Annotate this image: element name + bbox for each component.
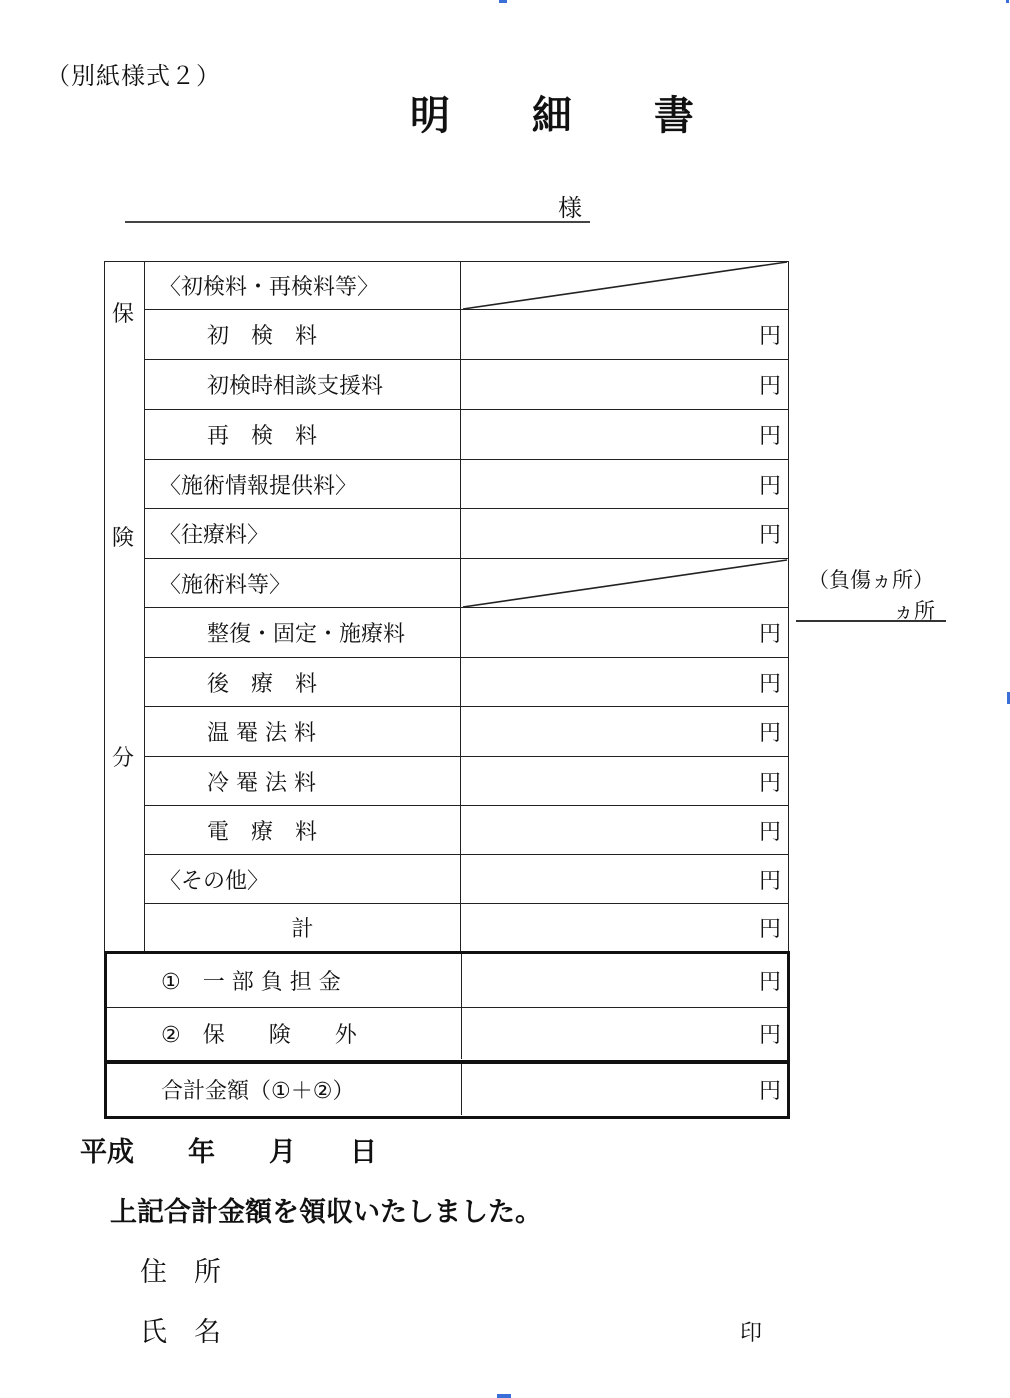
summary-amount-field[interactable] — [462, 954, 787, 1007]
address-label: 住 所 — [140, 1257, 221, 1288]
amount-field[interactable] — [461, 460, 789, 508]
selection-handle-top[interactable] — [499, 0, 507, 3]
side-label-bun: 分 — [112, 746, 135, 771]
summary-label: ② 保 険 外 — [107, 1008, 462, 1059]
seal-mark: 印 — [740, 1321, 763, 1346]
table-row — [145, 261, 789, 310]
table-row — [145, 559, 789, 608]
injury-count-suffix: ヵ所 — [893, 599, 935, 623]
yen-unit: 円 — [758, 970, 781, 995]
row-label: 初 検 料 — [145, 310, 461, 359]
row-label: 再 検 料 — [145, 410, 461, 459]
amount-field — [461, 261, 789, 309]
summary-row — [107, 954, 787, 1008]
row-label: 初検時相談支援料 — [145, 360, 461, 409]
yen-unit: 円 — [758, 374, 781, 399]
table-row — [145, 904, 789, 952]
row-label: 〈その他〉 — [145, 855, 461, 903]
table-row — [145, 509, 789, 559]
yen-unit: 円 — [758, 622, 781, 647]
summary-row — [107, 1064, 787, 1115]
table-row — [145, 757, 789, 806]
table-row — [145, 608, 789, 658]
amount-field[interactable] — [461, 608, 789, 657]
table-row — [145, 310, 789, 360]
side-label-ho: 保 — [112, 302, 135, 327]
amount-field[interactable] — [461, 310, 789, 359]
amount-field[interactable] — [461, 410, 789, 459]
yen-unit: 円 — [758, 868, 781, 894]
date-line[interactable]: 平成 年 月 日 — [80, 1137, 377, 1168]
addressee-name-field[interactable] — [125, 221, 590, 223]
insurance-category-column — [104, 261, 145, 951]
injury-location-label: （負傷ヵ所） — [808, 568, 934, 592]
row-label: 冷 罨 法 料 — [145, 757, 461, 805]
yen-unit: 円 — [758, 819, 781, 845]
yen-unit: 円 — [758, 523, 781, 548]
table-row — [145, 460, 789, 509]
diagonal-strike — [461, 559, 789, 608]
summary-amount-field[interactable] — [462, 1064, 787, 1115]
yen-unit: 円 — [758, 324, 781, 349]
row-label: 後 療 料 — [145, 658, 461, 706]
name-label: 氏 名 — [140, 1317, 221, 1348]
amount-field — [461, 559, 789, 607]
table-row — [145, 658, 789, 707]
amount-field[interactable] — [461, 806, 789, 854]
row-label: 計 — [145, 904, 461, 951]
yen-unit: 円 — [758, 424, 781, 449]
table-row — [145, 410, 789, 460]
receipt-statement: 上記合計金額を領収いたしました。 — [110, 1197, 542, 1228]
table-row — [145, 360, 789, 410]
form-identifier: （別紙様式２） — [46, 62, 221, 90]
summary-label: ① 一 部 負 担 金 — [107, 954, 462, 1007]
table-row — [145, 806, 789, 855]
row-label: 〈施術料等〉 — [145, 559, 461, 607]
amount-field[interactable] — [461, 904, 789, 951]
yen-unit: 円 — [758, 473, 781, 499]
yen-unit: 円 — [758, 1023, 781, 1048]
row-label: 電 療 料 — [145, 806, 461, 854]
row-label: 〈往療料〉 — [145, 509, 461, 558]
amount-field[interactable] — [461, 360, 789, 409]
summary-amount-field[interactable] — [462, 1008, 787, 1059]
yen-unit: 円 — [758, 721, 781, 746]
selection-handle-bottom[interactable] — [497, 1394, 511, 1398]
table-row — [145, 707, 789, 757]
yen-unit: 円 — [758, 671, 781, 697]
row-label: 温 罨 法 料 — [145, 707, 461, 756]
addressee-honorific: 様 — [558, 194, 582, 222]
yen-unit: 円 — [758, 770, 781, 796]
selection-handle-top-right[interactable] — [1006, 0, 1009, 3]
table-row — [145, 855, 789, 904]
total-amount-block — [104, 1061, 790, 1119]
amount-field[interactable] — [461, 658, 789, 706]
amount-field[interactable] — [461, 757, 789, 805]
yen-unit: 円 — [758, 1079, 781, 1104]
document-title: 明 細 書 — [410, 93, 728, 139]
yen-unit: 円 — [758, 917, 781, 942]
row-label: 〈初検料・再検料等〉 — [145, 261, 461, 309]
summary-label: 合計金額（①＋②） — [107, 1064, 462, 1115]
amount-field[interactable] — [461, 707, 789, 756]
payment-breakdown-block — [104, 951, 790, 1063]
amount-field[interactable] — [461, 509, 789, 558]
side-label-ken: 険 — [112, 526, 135, 551]
summary-row — [107, 1008, 787, 1059]
injury-count-field[interactable] — [796, 620, 946, 622]
amount-field[interactable] — [461, 855, 789, 903]
row-label: 〈施術情報提供料〉 — [145, 460, 461, 508]
statement-table — [104, 261, 789, 951]
row-label: 整復・固定・施療料 — [145, 608, 461, 657]
diagonal-strike — [461, 261, 789, 310]
